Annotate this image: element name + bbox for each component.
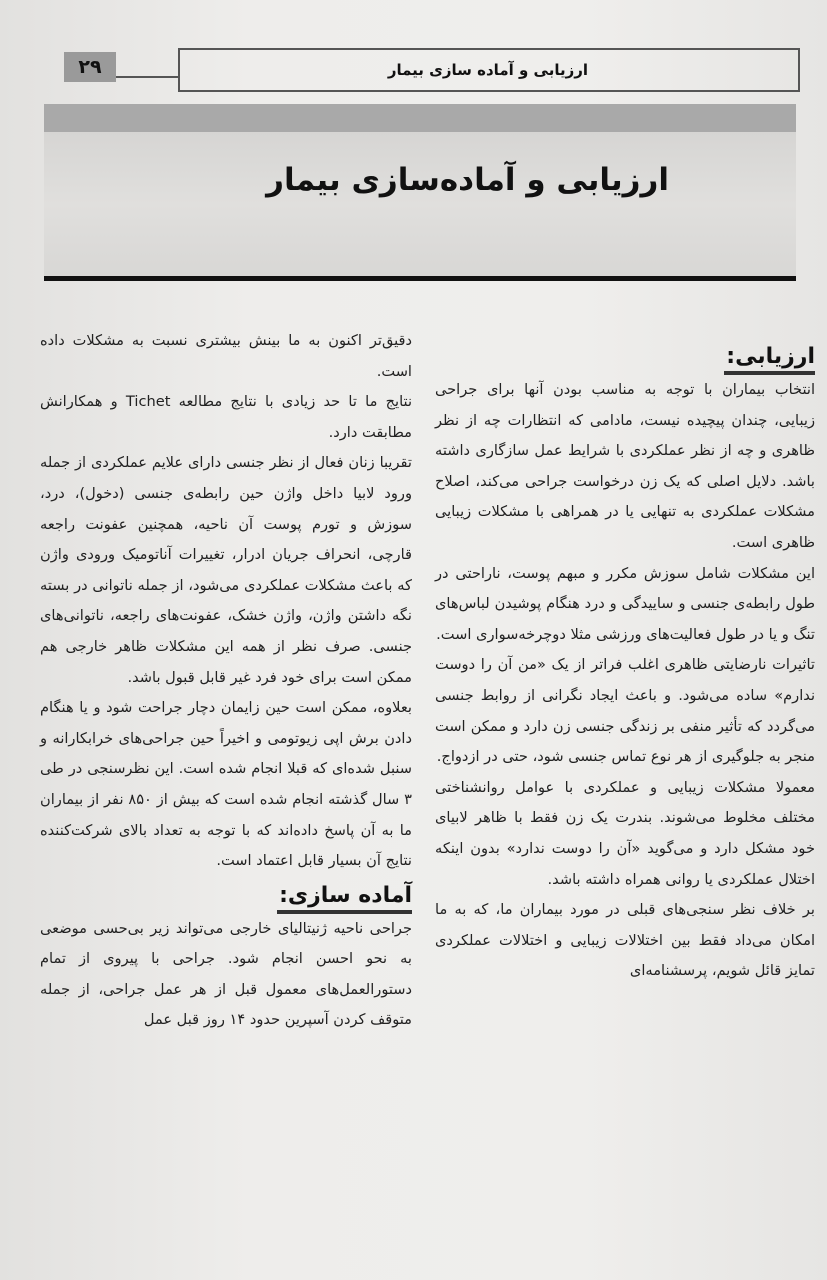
running-header <box>178 48 800 92</box>
paragraph: انتخاب بیماران با توجه به مناسب بودن آنها برای جراحی زیبایی، چندان پیچیده نیست، مادامی که انتظارات چه از نظر ظاهری و چه از نظر عملکردی با شرایط عمل سازگاری داشته باشد. دلایل اصلی که یک زن درخواست جراحی می‌کند، اصلاح مشکلات عملکردی به تنهایی یا در همراهی با مشکلات زیبایی ظاهری است. <box>435 381 815 551</box>
paragraph: تاثیرات نارضایتی ظاهری اغلب فراتر از یک «من آن را دوست ندارم» ساده می‌شود. و باعث ایجاد نگرانی از روابط جنسی می‌گردد که تأثیر منفی بر زندگی جنسی زن دارد و ممکن است منجر به جلوگیری از هر نوع تماس جنسی شود، حتی در ازدواج. <box>435 656 815 766</box>
running-title: ارزیابی و آماده سازی بیمار <box>387 61 588 79</box>
page-number: ۲۹ <box>64 52 116 82</box>
paragraph: بعلاوه، ممکن است حین زایمان دچار جراحت شود و یا هنگام دادن برش اپی زیوتومی و اخیراً حین جراحی‌های خرابکارانه و سنبل شده‌ای که قبلا انجام شده است. این نظرسنجی در طی ۳ سال گذشته انجام شده است که بیش از ۸۵۰ نفر از بیماران ما به آن پاسخ داده‌اند که با توجه به تعداد بالای شرکت‌کننده نتایج آن بسیار قابل اعتماد است. <box>40 699 412 870</box>
header-rule <box>116 76 178 78</box>
paragraph: دقیق‌تر اکنون به ما بینش بیشتری نسبت به مشکلات داده است. <box>40 332 412 380</box>
paragraph: تقریبا زنان فعال از نظر جنسی دارای علایم عملکردی از جمله ورود لابیا داخل واژن حین رابطه‌ی جنسی (دخول)، درد، سوزش و تورم پوست آن ناحیه، همچنین عفونت راجعه قارچی، انحراف جریان ادرار، تغییرات آناتومیک ورودی واژن که باعث مشکلات عملکردی می‌شود، از جمله ناتوانی در بسته نگه داشتن واژن، واژن خشک، عفونت‌های راجعه، ناتوانی‌های جنسی. صرف نظر از همه این مشکلات ظاهر خارجی هم ممکن است برای خود فرد غیر قابل قبول باشد. <box>40 454 412 686</box>
paragraph: بر خلاف نظر سنجی‌های قبلی در مورد بیماران ما، که به ما امکان می‌داد فقط بین اختلالات زیبایی و اختلالات عملکردی تمایز قائل شویم، پرسشنامه‌ای <box>435 901 815 980</box>
chapter-band <box>44 132 796 276</box>
chapter-title: ارزیابی و آماده‌سازی بیمار <box>266 162 669 198</box>
paragraph: این مشکلات شامل سوزش مکرر و مبهم پوست، ناراحتی در طول رابطه‌ی جنسی و ساییدگی و درد هنگام پوشیدن لباس‌های تنگ و یا در طول فعالیت‌های ورزشی مثلا دوچرخه‌سواری است. <box>435 564 815 643</box>
section-heading-evaluation <box>435 340 815 375</box>
chapter-band-top <box>44 104 796 132</box>
left-column <box>40 326 412 1036</box>
chapter-band-underline <box>44 276 796 281</box>
paragraph: نتایج ما تا حد زیادی با نتایج مطالعه Tichet و همکارانش مطابقت دارد. <box>40 393 413 441</box>
section-heading-text: ارزیابی: <box>724 343 815 375</box>
right-column <box>435 340 815 987</box>
section-heading-text: آماده سازی: <box>277 882 412 914</box>
paragraph: جراحی ناحیه ژنیتالیای خارجی می‌تواند زیر بی‌حسی موضعی به نحو احسن انجام شود. جراحی با پیروی از تمام دستورالعمل‌های معمول قبل از هر عمل جراحی، از جمله متوقف کردن آسپرین حدود ۱۴ روز قبل عمل <box>40 919 412 1029</box>
section-heading-preparation <box>40 879 412 914</box>
paragraph: معمولا مشکلات زیبایی و عملکردی با عوامل روانشناختی مختلف مخلوط می‌شوند. بندرت یک زن فقط با ظاهر لابیای خود مشکل دارد و می‌گوید «آن را دوست ندارد» بدون اینکه اختلال عملکردی یا روانی همراه داشته باشد. <box>435 778 815 888</box>
